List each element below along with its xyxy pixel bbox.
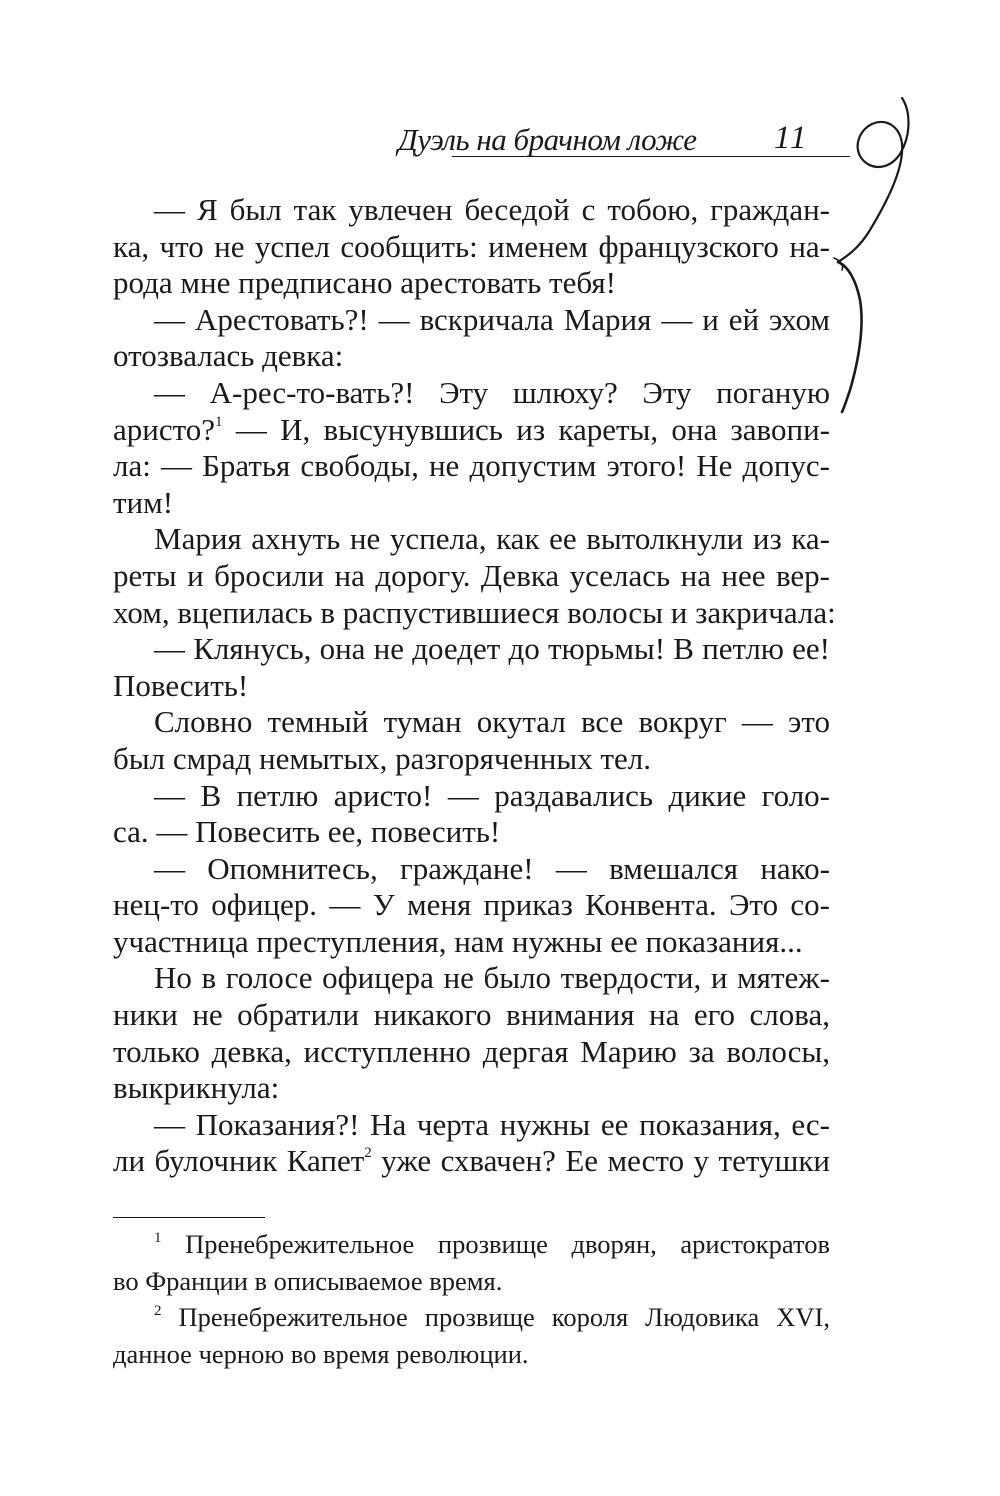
footnote-ref: 2 <box>364 1145 372 1162</box>
text-line: Словно темный туман окутал все вокруг — это <box>154 704 830 740</box>
header-rule <box>452 156 850 157</box>
text-line: тим! <box>113 484 174 520</box>
text-line: — Арестовать?! — вскричала Мария — и ей эхом <box>154 301 830 337</box>
text-line: хом, вцепилась в распустившиеся волосы и закричала: <box>113 594 836 630</box>
text-line: рода мне предписано арестовать тебя! <box>113 265 616 301</box>
running-header-title: Дуэль на брачном ложе <box>398 122 697 157</box>
text-line: реты и бросили на дорогу. Девка уселась на нее вер- <box>113 557 830 593</box>
text-line: — А-рес-то-вать?! Эту шлюху? Эту поганую <box>154 374 830 410</box>
page-number: 11 <box>774 120 809 156</box>
text-line: Но в голосе офицера не было твердости, и мятеж- <box>154 960 830 996</box>
text-line: — Показания?! На черта нужны ее показания, ес- <box>154 1106 830 1142</box>
text-line: ники не обратили никакого внимания на его слова, <box>113 997 830 1033</box>
text-line: только девка, исступленно дергая Марию за волосы, <box>113 1033 830 1069</box>
footnote-number: 1 <box>154 1230 162 1246</box>
footnote-line: данное черною во время революции. <box>113 1338 529 1369</box>
footnote-rule <box>113 1217 265 1218</box>
footnote-number: 2 <box>154 1303 162 1320</box>
text-line: был смрад немытых, разгоряченных тел. <box>113 740 651 776</box>
text-line: — Опомнитесь, граждане! — вмешался нако- <box>154 850 830 886</box>
body-text <box>113 192 836 1180</box>
text-line: ка, что не успел сообщить: именем французского на- <box>113 228 830 264</box>
text-line: ла: — Братья свободы, не допустим этого! Не допус- <box>113 448 830 484</box>
text-line: Повесить! <box>113 667 249 703</box>
footnote-ref: 1 <box>215 413 223 430</box>
text-line: Мария ахнуть не успела, как ее вытолкнули из ка- <box>154 521 830 557</box>
running-header <box>380 116 850 166</box>
text-line: ли булочник Капет$^2$ уже схвачен? Ее место у тетушки <box>113 1143 830 1179</box>
footnote-line: $^2$ Пренебрежительное прозвище короля Людовика XVI, <box>154 1302 830 1333</box>
footnote-line: $^1$ Пренебрежительное прозвище дворян, аристократов <box>154 1229 830 1259</box>
text-line: — Я был так увлечен беседой с тобою, граждан- <box>154 192 830 227</box>
text-line: отозвалась девка: <box>113 338 344 374</box>
text-line: — Клянусь, она не доедет до тюрьмы! В петлю ее! <box>154 631 830 667</box>
text-line: участница преступления, нам нужны ее показания... <box>113 923 803 959</box>
text-line: аристо?$^1$ — И, высунувшись из кареты, она завопи- <box>113 411 830 447</box>
text-line: нец-то офицер. — У меня приказ Конвента. Это со- <box>113 887 830 923</box>
footnotes <box>113 1226 830 1372</box>
text-line: са. — Повесить ее, повесить! <box>113 814 501 850</box>
text-line: выкрикнула: <box>113 1070 280 1106</box>
footnote-line: во Франции в описываемое время. <box>113 1265 503 1296</box>
text-line: — В петлю аристо! — раздавались дикие голо- <box>154 777 830 813</box>
decorative-flourish-icon <box>830 90 920 420</box>
